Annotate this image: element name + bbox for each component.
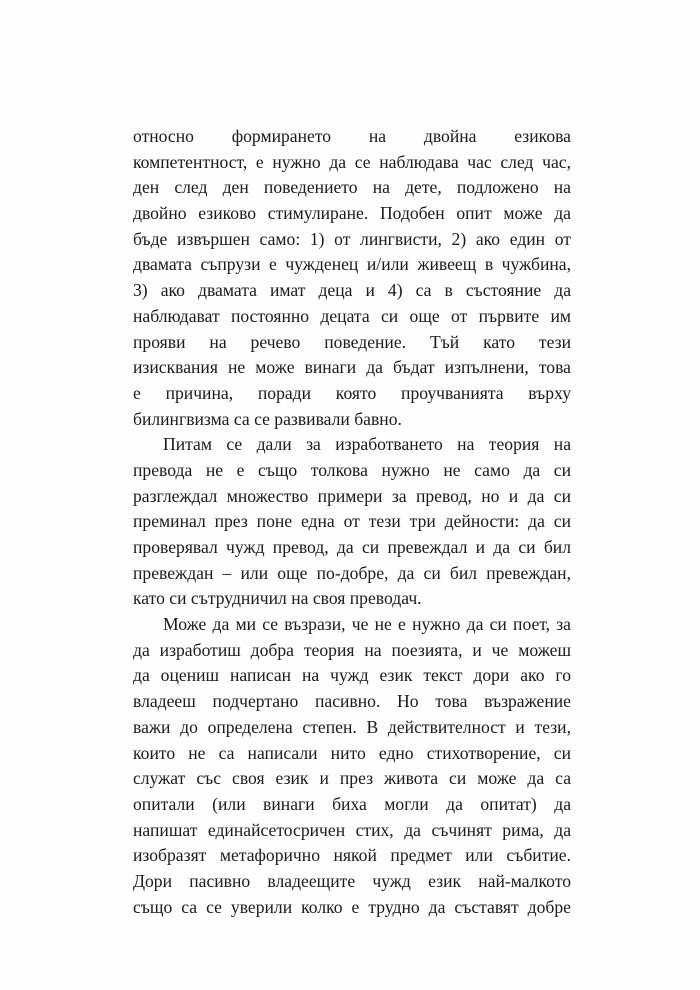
text-line: бъде извършен само: 1) от лингвисти, 2) ако един от (133, 228, 571, 249)
text-line: също са се уверили колко е трудно да съставят добре (133, 896, 571, 917)
text-line: превеждан – или още по-добре, да си бил превеждан, (133, 562, 571, 583)
text-line: разглеждал множество примери за превод, но и да си (133, 485, 571, 506)
text-line: опитали (или винаги биха могли да опитат) да (133, 793, 571, 814)
text-line: преминал през поне една от тези три дейности: да си (133, 511, 571, 532)
text-line: изобразят метафорично някой предмет или събитие. (133, 845, 571, 866)
text-line: проверявал чужд превод, да си превеждал и да си бил (133, 537, 571, 557)
text-line: е причина, поради която проучванията върху (133, 382, 571, 403)
text-line: служат със своя език и през живота си може да са (133, 768, 571, 789)
text-line: 3) ако двамата имат деца и 4) са в състояние да (133, 280, 571, 301)
text-line: билингвизма са се развивали бавно. (133, 408, 402, 429)
text-line: прояви на речево поведение. Тъй като тези (133, 331, 571, 352)
body-text (133, 124, 571, 920)
text-line: които не са написали нито едно стихотворение, си (133, 742, 571, 763)
text-line: наблюдават постоянно децата си още от първите им (133, 305, 571, 326)
text-line: Дори пасивно владеещите чужд език най-малкото (133, 870, 571, 891)
text-line: като си сътрудничил на своя преводач. (133, 588, 422, 609)
text-line: двамата съпрузи е чужденец и/или живеещ в чужбина, (133, 254, 571, 275)
text-line: превода не е също толкова нужно не само да си (133, 459, 571, 480)
text-line: да изработиш добра теория на поезията, и че можеш (133, 639, 571, 660)
text-line: относно формирането на двойна езикова (133, 126, 571, 146)
text-line: владееш подчертано пасивно. Но това възражение (133, 691, 571, 712)
text-line: Може да ми се възрази, че не е нужно да си поет, за (163, 614, 571, 635)
text-line: важи до определена степен. В действителност и тези, (133, 716, 571, 737)
text-line: ден след ден поведението на дете, подложено на (133, 177, 571, 198)
text-line: изисквания не може винаги да бъдат изпълнени, това (133, 357, 571, 378)
text-line: Питам се дали за изработването на теория на (163, 434, 571, 455)
text-line: компетентност, е нужно да се наблюдава час след час, (133, 151, 571, 172)
text-line: напишат единайсетосричен стих, да съчинят рима, да (133, 819, 571, 840)
text-line: двойно езиково стимулиране. Подобен опит може да (133, 203, 571, 224)
text-line: да оцениш написан на чужд език текст дори ако го (133, 665, 571, 686)
